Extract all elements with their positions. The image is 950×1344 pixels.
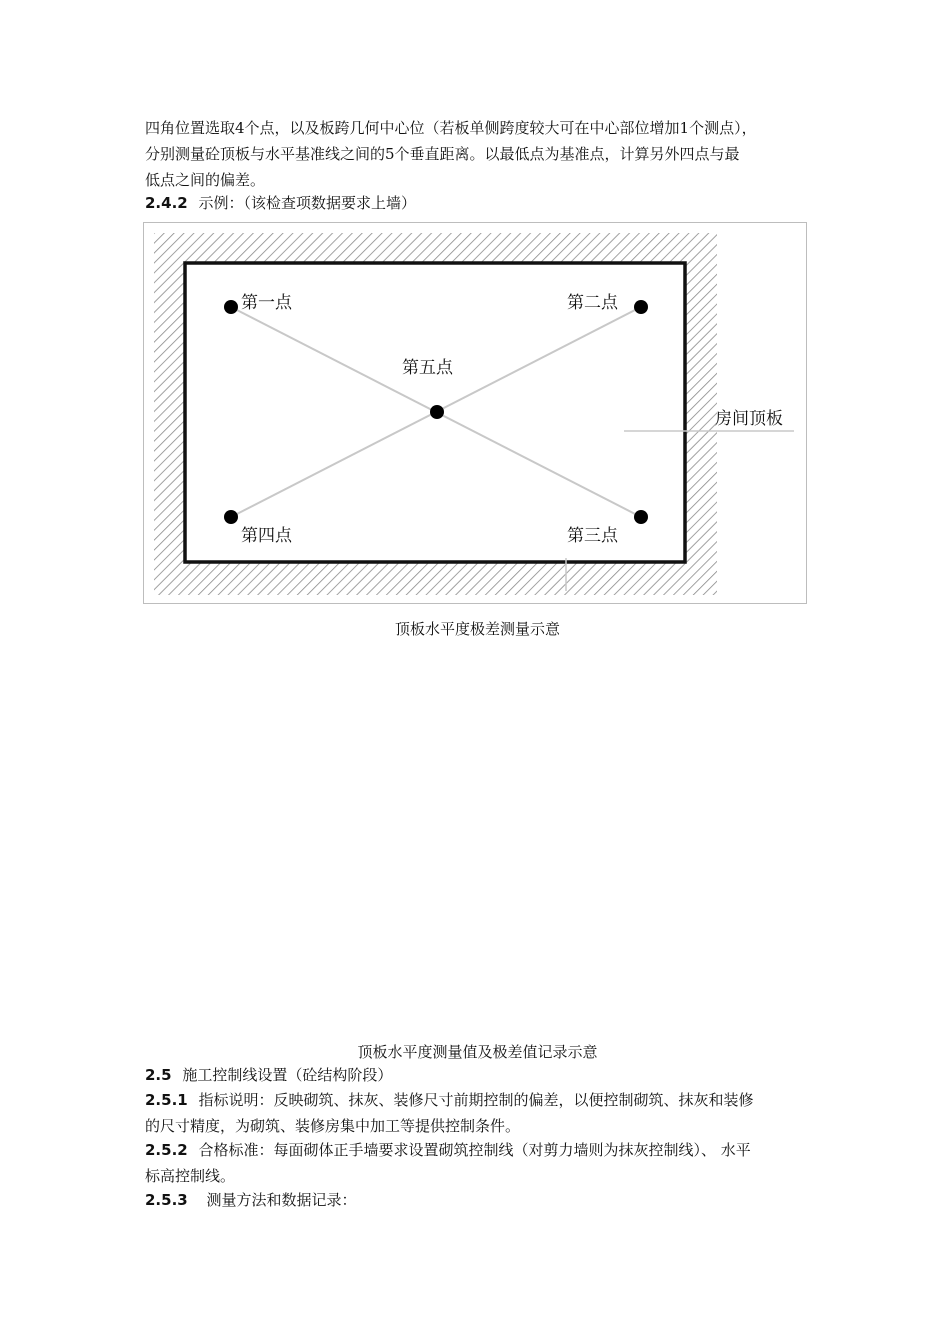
intro-line-2: 分别测量砼顶板与水平基准线之间的5个垂直距离。以最低点为基准点，计算另外四点与最 <box>145 145 740 163</box>
point-2-label: 第二点 <box>567 293 618 313</box>
section-2-5-1 <box>145 1087 810 1139</box>
section-2-4-2-heading <box>145 190 810 216</box>
section-line-1: 指标说明：反映砌筑、抹灰、装修尺寸前期控制的偏差，以便控制砌筑、抹灰和装修 <box>198 1091 754 1109</box>
point-4-label: 第四点 <box>241 526 292 546</box>
section-number: 2.5 <box>145 1066 172 1084</box>
section-2-5-3-heading <box>145 1187 810 1213</box>
intro-line-3: 低点之间的偏差。 <box>145 171 266 189</box>
ceiling-measurement-figure <box>143 222 807 604</box>
figure-drawing <box>144 223 808 605</box>
point-1-dot <box>224 300 238 314</box>
point-5-dot <box>430 405 444 419</box>
room-ceiling-label: 房间顶板 <box>715 409 783 429</box>
section-line-1: 合格标准：每面砌体正手墙要求设置砌筑控制线（对剪力墙则为抹灰控制线）、 水平 <box>198 1141 751 1159</box>
point-3-dot <box>634 510 648 524</box>
point-1-label: 第一点 <box>241 293 292 313</box>
section-2-5-2 <box>145 1137 810 1189</box>
point-2-dot <box>634 300 648 314</box>
section-2-5-heading <box>145 1062 810 1088</box>
figure-caption: 顶板水平度极差测量示意 <box>394 620 560 638</box>
point-5-label: 第五点 <box>402 358 453 378</box>
section-number: 2.4.2 <box>145 194 188 212</box>
section-text: 示例：（该检查项数据要求上墙） <box>198 194 417 212</box>
section-text: 测量方法和数据记录： <box>206 1191 357 1209</box>
section-number: 2.5.1 <box>145 1091 188 1109</box>
intro-paragraph <box>145 115 810 193</box>
section-number: 2.5.3 <box>145 1191 188 1209</box>
point-4-dot <box>224 510 238 524</box>
section-number: 2.5.2 <box>145 1141 188 1159</box>
intro-line-1: 四角位置选取4个点，以及板跨几何中心位（若板单侧跨度较大可在中心部位增加1个测点）， <box>145 119 757 137</box>
section-line-2: 的尺寸精度，为砌筑、装修房集中加工等提供控制条件。 <box>145 1117 521 1135</box>
record-caption: 顶板水平度测量值及极差值记录示意 <box>357 1043 598 1061</box>
section-line-2: 标高控制线。 <box>145 1167 236 1185</box>
point-3-label: 第三点 <box>567 526 618 546</box>
section-text: 施工控制线设置（砼结构阶段） <box>182 1066 393 1084</box>
